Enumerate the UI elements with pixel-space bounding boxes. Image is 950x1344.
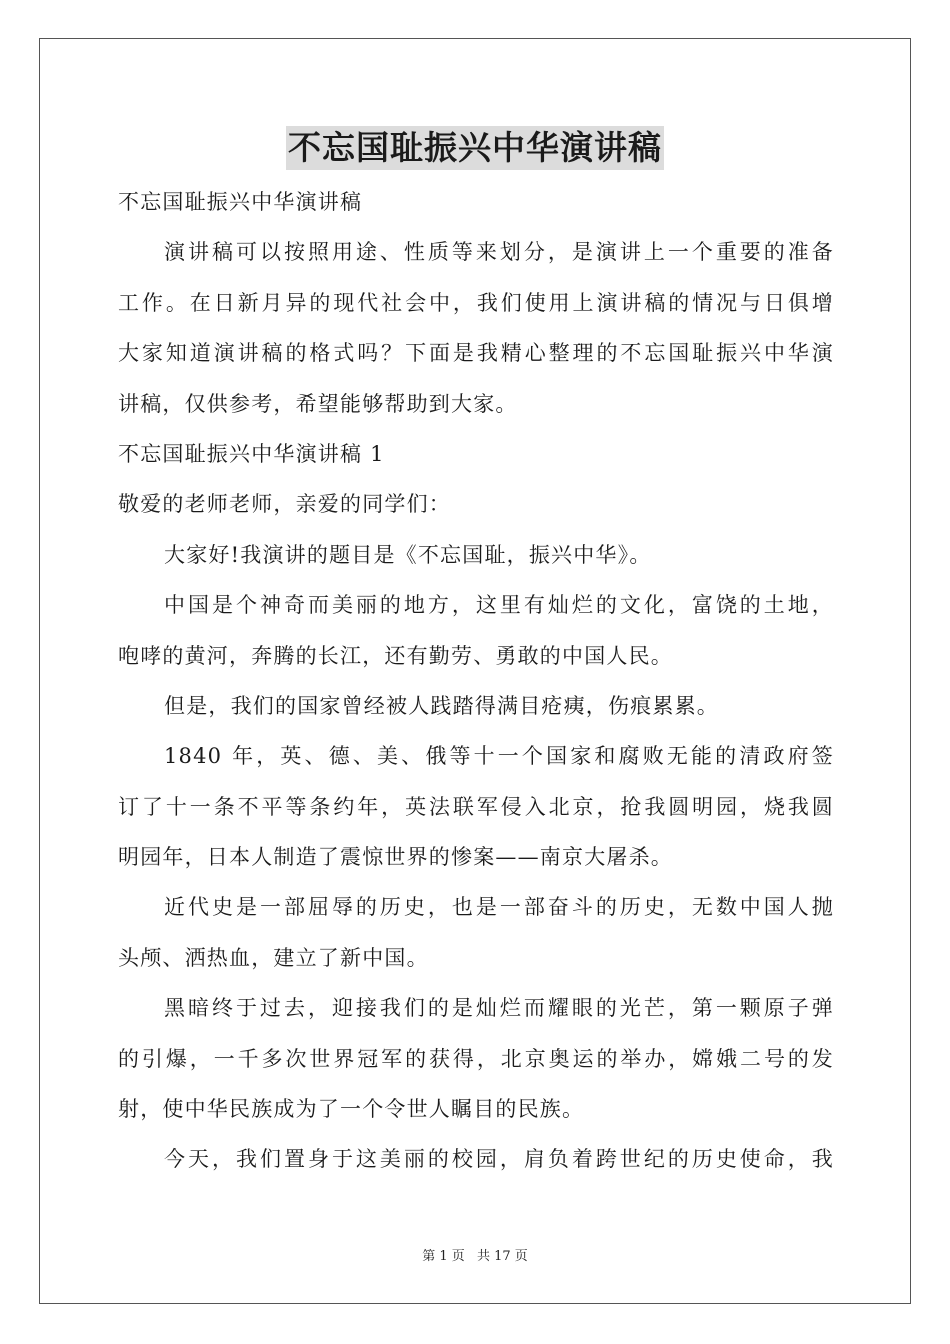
page-number: 第 1 页	[422, 1249, 465, 1264]
text-line: 的引爆，一千多次世界冠军的获得，北京奥运的举办，嫦娥二号的发	[118, 1046, 834, 1071]
text-line: 讲稿，仅供参考，希望能够帮助到大家。	[118, 391, 518, 416]
text-line: 头颅、洒热血，建立了新中国。	[118, 945, 429, 970]
page-total: 共 17 页	[476, 1249, 528, 1264]
text-line: 订了十一条不平等条约年，英法联军侵入北京，抢我圆明园，烧我圆	[118, 794, 834, 819]
title-container	[0, 126, 950, 170]
text-line: 射，使中华民族成为了一个令世人瞩目的民族。	[118, 1097, 585, 1122]
text-line: 不忘国耻振兴中华演讲稿 1	[118, 441, 385, 466]
text-line: 大家好!我演讲的题目是《不忘国耻，振兴中华》。	[164, 542, 652, 567]
text-line: 1840 年，英、德、美、俄等十一个国家和腐败无能的清政府签	[164, 744, 834, 769]
text-line: 近代史是一部屈辱的历史，也是一部奋斗的历史，无数中国人抛	[164, 895, 834, 920]
text-line: 工作。在日新月异的现代社会中，我们使用上演讲稿的情况与日俱增	[118, 290, 834, 315]
text-line: 不忘国耻振兴中华演讲稿	[118, 190, 363, 214]
text-line: 咆哮的黄河，奔腾的长江，还有勤劳、勇敢的中国人民。	[118, 643, 673, 668]
page-footer	[0, 1248, 950, 1266]
text-line: 明园年，日本人制造了震惊世界的惨案——南京大屠杀。	[118, 845, 673, 870]
text-line: 演讲稿可以按照用途、性质等来划分，是演讲上一个重要的准备	[164, 240, 834, 265]
text-line: 但是，我们的国家曾经被人践踏得满目疮痍，伤痕累累。	[164, 693, 719, 718]
text-line: 今天，我们置身于这美丽的校园，肩负着跨世纪的历史使命，我	[164, 1147, 834, 1172]
document-title: 不忘国耻振兴中华演讲稿	[286, 126, 664, 170]
text-line: 敬爱的老师老师，亲爱的同学们：	[118, 492, 451, 517]
document-body	[118, 177, 834, 1185]
text-line: 黑暗终于过去，迎接我们的是灿烂而耀眼的光芒，第一颗原子弹	[164, 996, 834, 1021]
text-line: 大家知道演讲稿的格式吗？下面是我精心整理的不忘国耻振兴中华演	[118, 341, 834, 366]
text-line: 中国是个神奇而美丽的地方，这里有灿烂的文化，富饶的土地，	[164, 593, 834, 618]
